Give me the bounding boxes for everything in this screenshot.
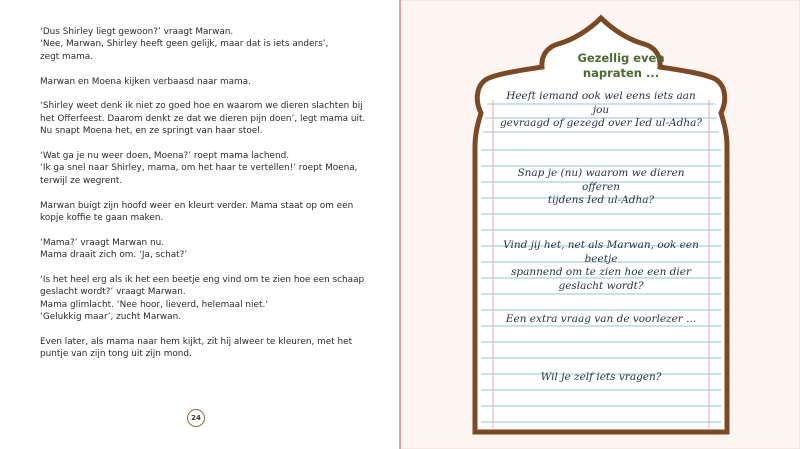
worksheet-title: Gezellig even napraten ... xyxy=(577,51,665,80)
story-paragraph-7: ‘Is het heel erg als ik het een beetje eng vind om te zien hoe een schaap geslacht wordt?’ vraagt Marwan. Mama glimlacht. ‘Nee hoor, lieverd, helemaal niet.’ ‘Gelukkig maar’, zucht Marwan. xyxy=(40,275,365,323)
story-paragraph-1: ‘Dus Shirley liegt gewoon?’ vraagt Marwan. ‘Nee, Marwan, Shirley heeft geen gelijk, maar dat is iets anders’, zegt mama. xyxy=(40,27,329,62)
story-paragraph-5: Marwan buigt zijn hoofd weer en kleurt verder. Mama staat op om een kopje koffie te gaan maken. xyxy=(40,200,354,224)
story-paragraph-4: ‘Wat ga je nu weer doen, Moena?’ roept mama lachend. ‘Ik ga snel naar Shirley, mama, om het haar te vertellen!’ roept Moena, terwijl ze wegrent. xyxy=(40,151,358,186)
question-2: Snap je (nu) waarom we dieren offeren tijdens Ied ul-Adha? xyxy=(517,167,685,207)
question-5: Wil je zelf iets vragen? xyxy=(540,371,662,383)
story-paragraph-2: Marwan en Moena kijken verbaasd naar mama. xyxy=(40,76,251,87)
story-paragraph-6: ‘Mama?’ vraagt Marwan nu. Mama draait zich om. ‘Ja, schat?’ xyxy=(40,237,188,261)
story-paragraph-8: Even later, als mama naar hem kijkt, zit hij alweer te kleuren, met het puntje van zijn tong uit zijn mond. xyxy=(40,337,353,360)
story-text xyxy=(40,26,370,373)
page-number: 24 xyxy=(187,409,205,427)
left-page xyxy=(0,0,399,449)
question-4: Een extra vraag van de voorlezer ... xyxy=(505,313,697,325)
right-page xyxy=(401,0,800,449)
question-1: Heeft iemand ook wel eens iets aan jou gevraagd of gezegd over Ied ul-Adha? xyxy=(499,90,703,130)
story-paragraph-3: ‘Shirley weet denk ik niet zo goed hoe en waarom we dieren slachten bij het Offerfeest. Daarom denkt ze dat we dieren pijn doen’, legt mama uit. Nu snapt Moena het, en ze springt van haar stoel. xyxy=(40,101,366,137)
question-3: Vind jij het, net als Marwan, ook een beetje spannend om te zien hoe een dier geslacht wordt? xyxy=(503,239,699,292)
